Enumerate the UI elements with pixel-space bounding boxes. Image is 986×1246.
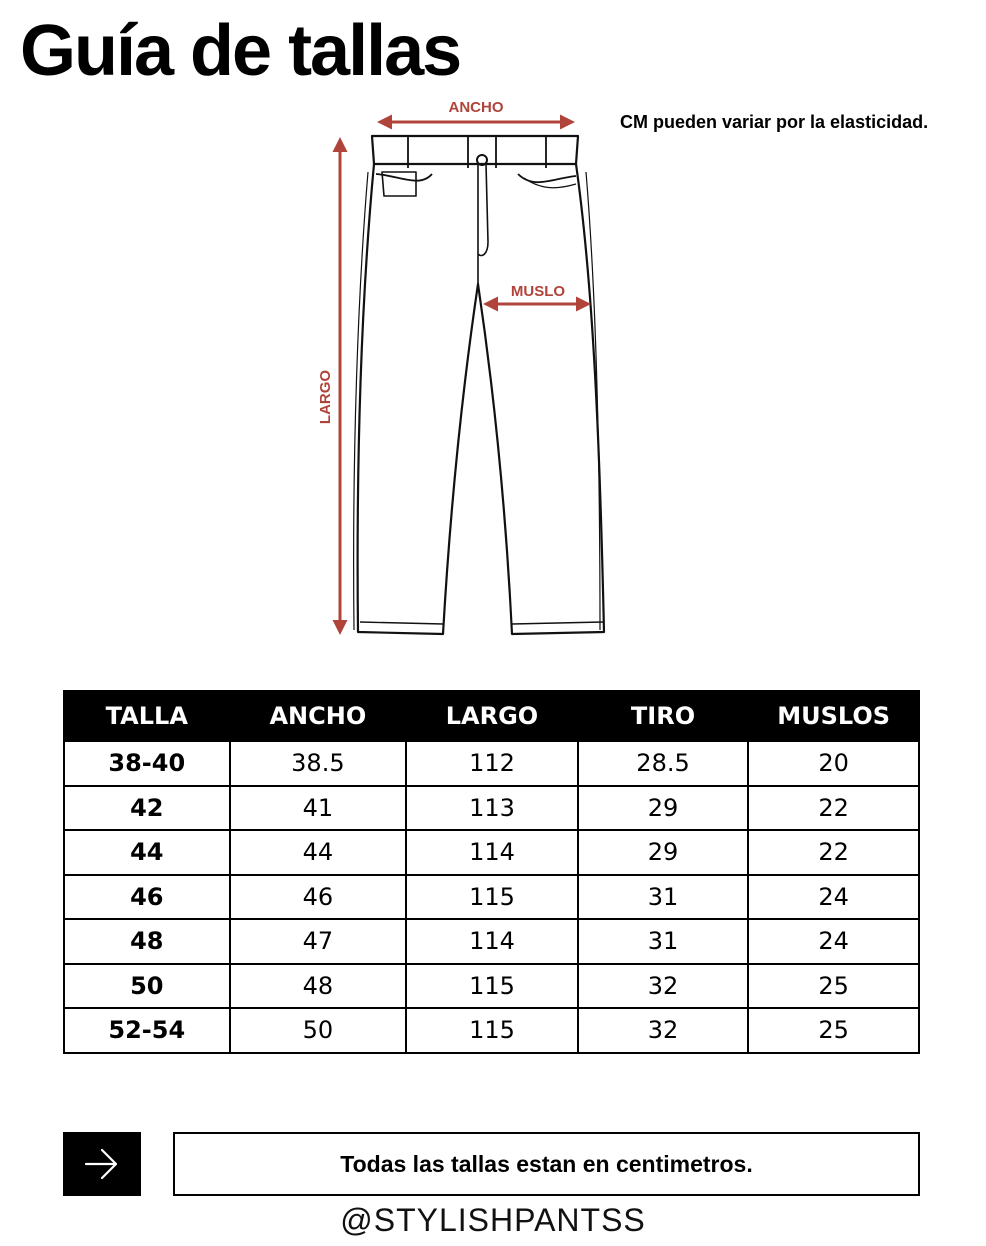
width-cell: 44 xyxy=(230,830,407,875)
width-cell: 48 xyxy=(230,964,407,1009)
table-row xyxy=(64,875,919,920)
table-header-row xyxy=(64,691,919,741)
header-size: TALLA xyxy=(64,691,230,741)
length-label: LARGO xyxy=(317,369,334,425)
width-cell: 47 xyxy=(230,919,407,964)
rise-cell: 32 xyxy=(578,964,748,1009)
length-cell: 115 xyxy=(406,1008,578,1053)
thigh-cell: 24 xyxy=(748,919,919,964)
size-cell: 48 xyxy=(64,919,230,964)
width-cell: 41 xyxy=(230,786,407,831)
size-cell: 52-54 xyxy=(64,1008,230,1053)
rise-cell: 28.5 xyxy=(578,741,748,786)
rise-cell: 31 xyxy=(578,875,748,920)
rise-cell: 29 xyxy=(578,786,748,831)
thigh-cell: 20 xyxy=(748,741,919,786)
table-row xyxy=(64,830,919,875)
thigh-cell: 22 xyxy=(748,830,919,875)
brand-handle: @STYLISHPANTSS xyxy=(340,1202,646,1238)
width-cell: 50 xyxy=(230,1008,407,1053)
rise-cell: 29 xyxy=(578,830,748,875)
elasticity-note: CM pueden variar por la elasticidad. xyxy=(620,112,929,132)
size-table xyxy=(63,690,920,1054)
rise-cell: 31 xyxy=(578,919,748,964)
size-cell: 38-40 xyxy=(64,741,230,786)
size-cell: 50 xyxy=(64,964,230,1009)
thigh-cell: 22 xyxy=(748,786,919,831)
units-note: Todas las tallas estan en centimetros. xyxy=(173,1132,920,1196)
length-cell: 115 xyxy=(406,875,578,920)
thigh-cell: 25 xyxy=(748,1008,919,1053)
width-cell: 38.5 xyxy=(230,741,407,786)
length-cell: 113 xyxy=(406,786,578,831)
header-thighs: MUSLOS xyxy=(748,691,919,741)
table-row xyxy=(64,1008,919,1053)
width-label: ANCHO xyxy=(448,99,504,116)
size-cell: 42 xyxy=(64,786,230,831)
pants-outline xyxy=(354,136,604,634)
table-row xyxy=(64,786,919,831)
length-cell: 112 xyxy=(406,741,578,786)
rise-cell: 32 xyxy=(578,1008,748,1053)
width-cell: 46 xyxy=(230,875,407,920)
length-cell: 114 xyxy=(406,919,578,964)
pants-diagram xyxy=(300,92,620,652)
length-cell: 115 xyxy=(406,964,578,1009)
arrow-right-icon xyxy=(82,1146,122,1182)
length-cell: 114 xyxy=(406,830,578,875)
table-row xyxy=(64,964,919,1009)
header-length: LARGO xyxy=(406,691,578,741)
table-row xyxy=(64,919,919,964)
header-width: ANCHO xyxy=(230,691,407,741)
thigh-cell: 25 xyxy=(748,964,919,1009)
header-rise: TIRO xyxy=(578,691,748,741)
table-row xyxy=(64,741,919,786)
page-title: Guía de tallas xyxy=(20,11,461,91)
arrow-right-button[interactable] xyxy=(63,1132,141,1196)
thigh-label: MUSLO xyxy=(510,283,566,300)
size-cell: 44 xyxy=(64,830,230,875)
size-cell: 46 xyxy=(64,875,230,920)
thigh-cell: 24 xyxy=(748,875,919,920)
